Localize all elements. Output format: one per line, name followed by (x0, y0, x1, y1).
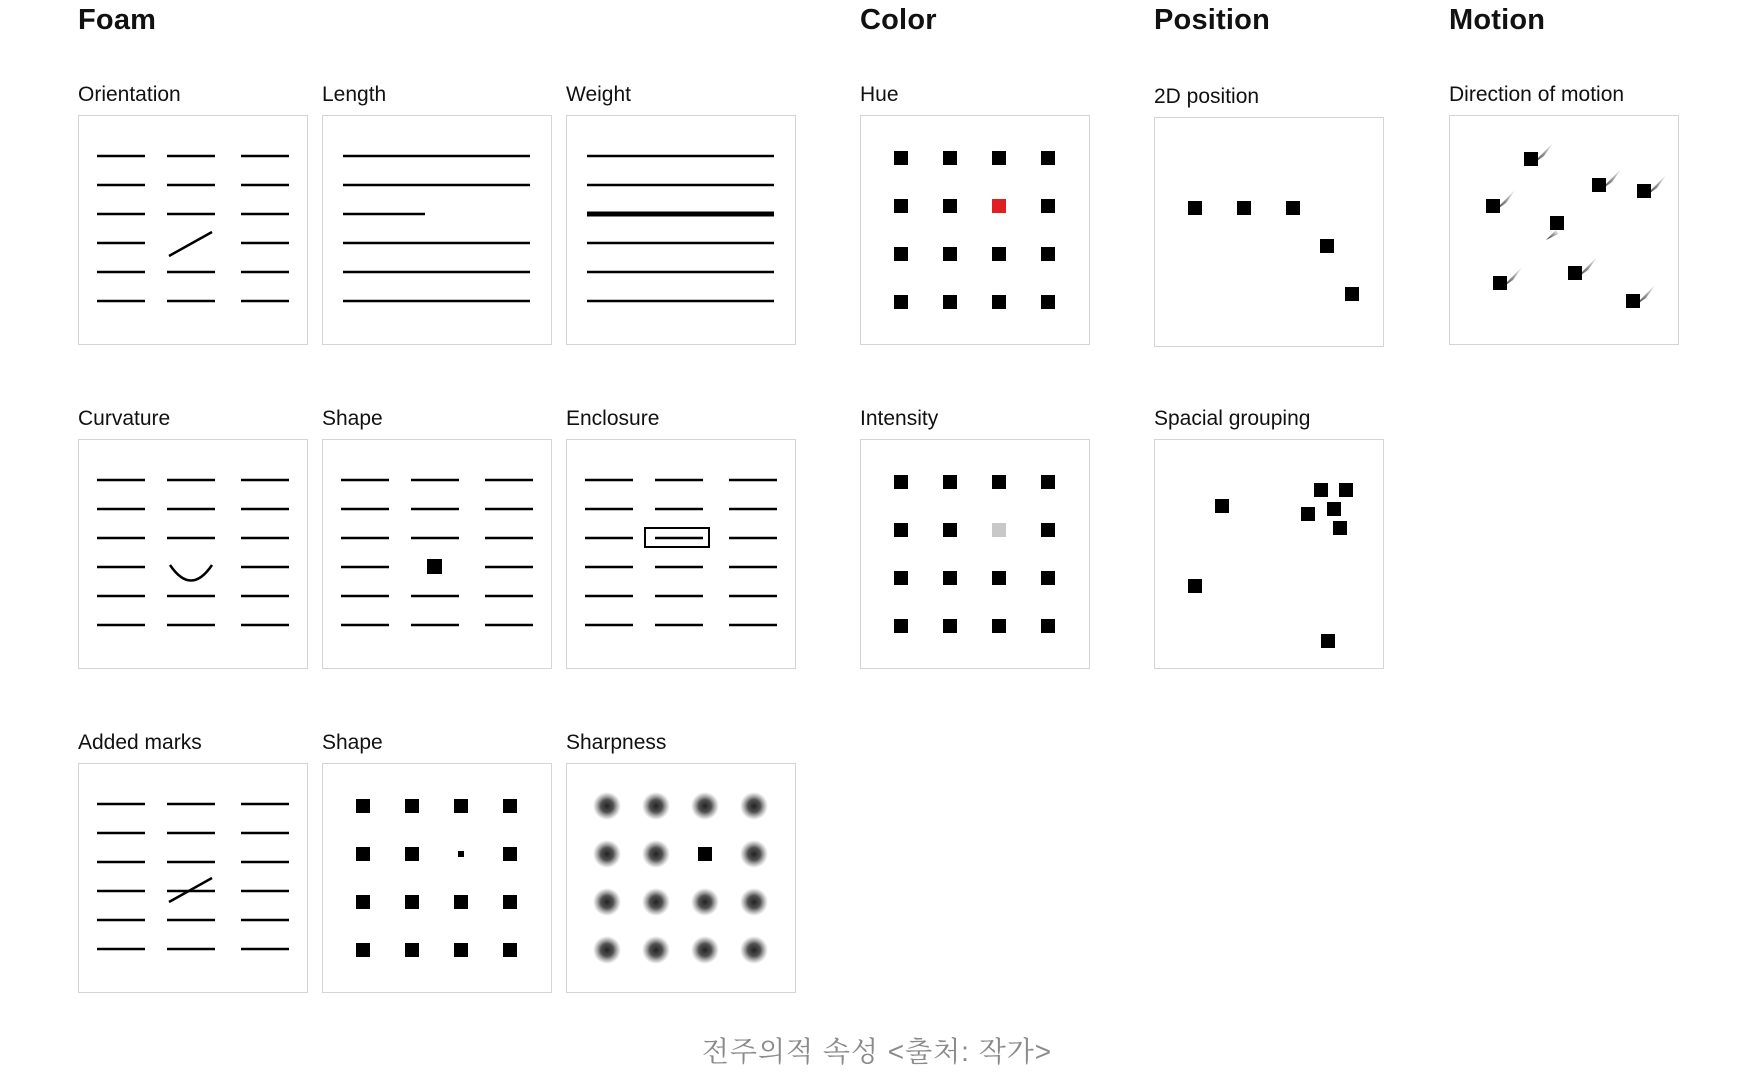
label-curvature: Curvature (78, 407, 171, 430)
section-title-color: Color (860, 4, 937, 36)
label-intensity: Intensity (860, 407, 939, 430)
label-added-marks: Added marks (78, 731, 202, 754)
sharpness-illustration (567, 764, 795, 992)
label-weight: Weight (566, 83, 631, 106)
label-2d-position: 2D position (1154, 85, 1260, 108)
shape-size-illustration (323, 764, 551, 992)
label-shape: Shape (322, 407, 383, 430)
label-length: Length (322, 83, 387, 106)
hue-illustration (861, 116, 1089, 344)
label-hue: Hue (860, 83, 899, 106)
panel-shape (322, 439, 552, 669)
panel-sharpness (566, 763, 796, 993)
section-title-position: Position (1154, 4, 1270, 36)
label-shape-size: Shape (322, 731, 383, 754)
length-illustration (323, 116, 551, 344)
panel-shape-size (322, 763, 552, 993)
curvature-illustration (79, 440, 307, 668)
panel-weight (566, 115, 796, 345)
label-direction-of-motion: Direction of motion (1449, 83, 1625, 106)
enclosure-illustration (567, 440, 795, 668)
panel-direction-of-motion (1449, 115, 1679, 345)
panel-added-marks (78, 763, 308, 993)
panel-enclosure (566, 439, 796, 669)
shape-illustration (323, 440, 551, 668)
panel-orientation (78, 115, 308, 345)
label-orientation: Orientation (78, 83, 181, 106)
2d-position-illustration (1155, 118, 1383, 346)
panel-length (322, 115, 552, 345)
weight-illustration (567, 116, 795, 344)
label-enclosure: Enclosure (566, 407, 660, 430)
spacial-grouping-illustration (1155, 440, 1383, 668)
section-title-motion: Motion (1449, 4, 1546, 36)
intensity-illustration (861, 440, 1089, 668)
section-title-foam: Foam (78, 4, 157, 36)
orientation-illustration (79, 116, 307, 344)
panel-spacial-grouping (1154, 439, 1384, 669)
figure-caption: 전주의적 속성 <출처: 작가> (701, 1036, 1053, 1067)
added-marks-illustration (79, 764, 307, 992)
direction-of-motion-illustration (1450, 116, 1678, 344)
panel-2d-position (1154, 117, 1384, 347)
panel-hue (860, 115, 1090, 345)
label-spacial-grouping: Spacial grouping (1154, 407, 1311, 430)
panel-curvature (78, 439, 308, 669)
panel-intensity (860, 439, 1090, 669)
label-sharpness: Sharpness (566, 731, 667, 754)
